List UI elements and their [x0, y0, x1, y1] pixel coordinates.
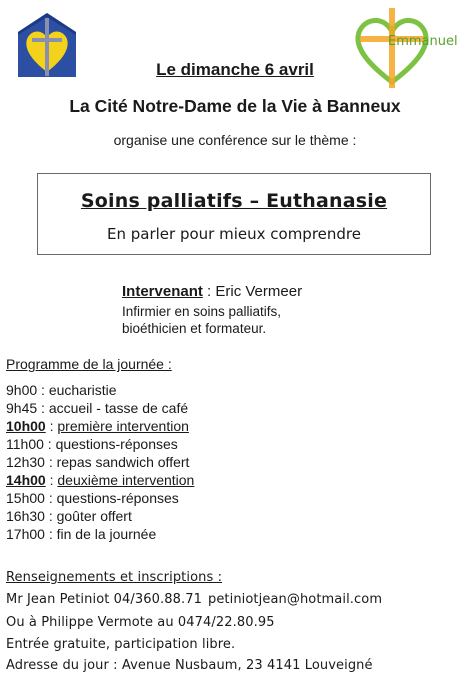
- schedule-activity: fin de la journée: [56, 526, 157, 542]
- theme-title: Soins palliatifs – Euthanasie: [80, 190, 388, 212]
- program-schedule: [6, 381, 194, 543]
- schedule-item: [6, 381, 194, 399]
- speaker-name: Eric Vermeer: [215, 283, 303, 300]
- schedule-time: 16h30: [6, 508, 45, 524]
- schedule-time: 11h00: [6, 436, 44, 452]
- schedule-separator: :: [44, 490, 57, 506]
- event-address: Adresse du jour : Avenue Nusbaum, 23 4141 Louveigné: [6, 658, 373, 673]
- schedule-time: 17h00: [6, 526, 45, 542]
- schedule-activity: deuxième intervention: [57, 472, 195, 488]
- speaker-description-line: Infirmier en soins palliatifs,: [122, 304, 282, 319]
- schedule-time: 15h00: [6, 490, 45, 506]
- schedule-item: [6, 435, 194, 453]
- contact-line-vermote: Ou à Philippe Vermote au 0474/22.80.95: [6, 615, 275, 630]
- schedule-item: [6, 417, 194, 435]
- theme-subtitle: En parler pour mieux comprendre: [107, 225, 361, 243]
- schedule-activity: accueil - tasse de café: [48, 400, 189, 416]
- schedule-separator: :: [45, 472, 58, 488]
- schedule-separator: :: [45, 418, 58, 434]
- schedule-item: [6, 489, 194, 507]
- speaker-separator: :: [202, 283, 216, 300]
- speaker-description-line: bioéthicien et formateur.: [122, 321, 267, 336]
- emmanuel-wordmark: Emmanuel: [388, 34, 458, 49]
- schedule-item: [6, 399, 194, 417]
- schedule-activity: eucharistie: [48, 382, 117, 398]
- schedule-separator: :: [44, 454, 57, 470]
- schedule-time: 12h30: [6, 454, 45, 470]
- schedule-separator: :: [44, 508, 57, 524]
- speaker-description: [122, 303, 281, 337]
- contact-phone-petiniot: Mr Jean Petiniot 04/360.88.71: [6, 592, 202, 607]
- contact-line-petiniot: [6, 592, 382, 607]
- contact-heading: Renseignements et inscriptions :: [6, 570, 223, 585]
- schedule-activity: questions-réponses: [56, 490, 179, 506]
- schedule-item: [6, 471, 194, 489]
- schedule-activity: questions-réponses: [55, 436, 178, 452]
- schedule-item: [6, 507, 194, 525]
- schedule-item: [6, 453, 194, 471]
- schedule-separator: :: [44, 526, 57, 542]
- schedule-time: 9h00: [6, 382, 38, 398]
- schedule-time: 14h00: [6, 472, 46, 488]
- schedule-time: 10h00: [6, 418, 46, 434]
- event-date: Le dimanche 6 avril: [156, 60, 314, 79]
- speaker-label: Intervenant: [122, 283, 203, 300]
- program-heading: Programme de la journée :: [6, 356, 172, 372]
- intro-text: organise une conférence sur le thème :: [113, 132, 357, 148]
- theme-box: [37, 173, 431, 255]
- organizer-title: La Cité Notre-Dame de la Vie à Banneux: [69, 96, 401, 116]
- schedule-time: 9h45: [6, 400, 38, 416]
- schedule-separator: :: [37, 382, 49, 398]
- schedule-activity: goûter offert: [56, 508, 132, 524]
- schedule-separator: :: [43, 436, 56, 452]
- schedule-activity: première intervention: [57, 418, 189, 434]
- contact-email[interactable]: petiniotjean@hotmail.com: [207, 592, 383, 607]
- entry-info: Entrée gratuite, participation libre.: [6, 637, 236, 652]
- schedule-separator: :: [37, 400, 49, 416]
- schedule-item: [6, 525, 194, 543]
- schedule-activity: repas sandwich offert: [56, 454, 190, 470]
- speaker: [122, 283, 302, 300]
